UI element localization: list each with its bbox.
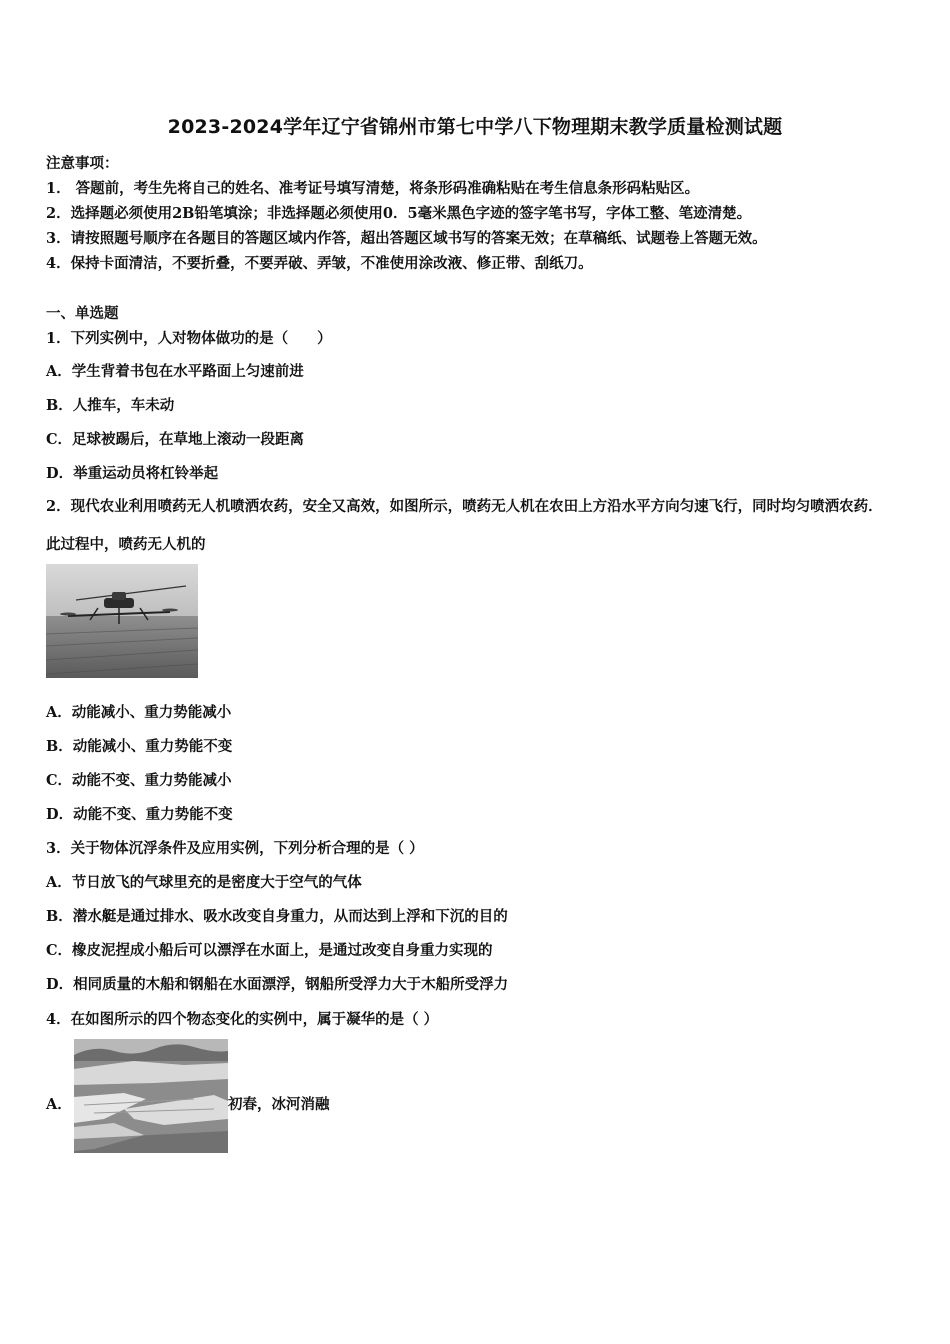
- option-text: 初春，冰河消融: [228, 1096, 330, 1113]
- drone-photo: [46, 564, 198, 678]
- notice-heading: 注意事项：: [46, 155, 119, 172]
- option: A．动能减小、重力势能减小: [46, 704, 232, 721]
- question-stem: 1．下列实例中，人对物体做功的是（ ）: [46, 330, 332, 347]
- option: B．潜水艇是通过排水、吸水改变自身重力，从而达到上浮和下沉的目的: [46, 908, 508, 925]
- ice-river-photo: [74, 1039, 228, 1153]
- notice-item: 4．保持卡面清洁，不要折叠，不要弄破、弄皱，不准使用涂改液、修正带、刮纸刀。: [46, 255, 593, 272]
- notice-item: 3．请按照题号顺序在各题目的答题区域内作答，超出答题区域书写的答案无效；在草稿纸、试题卷上答题无效。: [46, 230, 767, 247]
- option-label: A．: [46, 1096, 72, 1113]
- notice-item: 2．选择题必须使用2B铅笔填涂；非选择题必须使用0．5毫米黑色字迹的签字笔书写，字体工整、笔迹清楚。: [46, 205, 752, 222]
- option: D．相同质量的木船和钢船在水面漂浮，钢船所受浮力大于木船所受浮力: [46, 976, 509, 993]
- question-stem: 4．在如图所示的四个物态变化的实例中，属于凝华的是（ ）: [46, 1011, 439, 1028]
- question-stem: 2．现代农业利用喷药无人机喷洒农药，安全又高效，如图所示，喷药无人机在农田上方沿水平方向匀速飞行，同时均匀喷洒农药．此过程中，喷药无人机的: [46, 498, 883, 553]
- option: B．动能减小、重力势能不变: [46, 738, 233, 755]
- option: C．足球被踢后，在草地上滚动一段距离: [46, 431, 305, 448]
- page-title: 2023-2024学年辽宁省锦州市第七中学八下物理期末教学质量检测试题: [167, 116, 783, 138]
- option: D．动能不变、重力势能不变: [46, 806, 233, 823]
- question-stem: 3．关于物体沉浮条件及应用实例，下列分析合理的是（ ）: [46, 840, 424, 857]
- option: A．节日放飞的气球里充的是密度大于空气的气体: [46, 874, 362, 891]
- option: B．人推车，车未动: [46, 397, 175, 414]
- option: C．动能不变、重力势能减小: [46, 772, 232, 789]
- option: C．橡皮泥捏成小船后可以漂浮在水面上，是通过改变自身重力实现的: [46, 942, 493, 959]
- option: A．学生背着书包在水平路面上匀速前进: [46, 363, 304, 380]
- section-heading: 一、单选题: [46, 305, 119, 322]
- option: D．举重运动员将杠铃举起: [46, 465, 219, 482]
- notice-item: 1． 答题前，考生先将自己的姓名、准考证号填写清楚，将条形码准确粘贴在考生信息条形码粘贴区。: [46, 180, 700, 197]
